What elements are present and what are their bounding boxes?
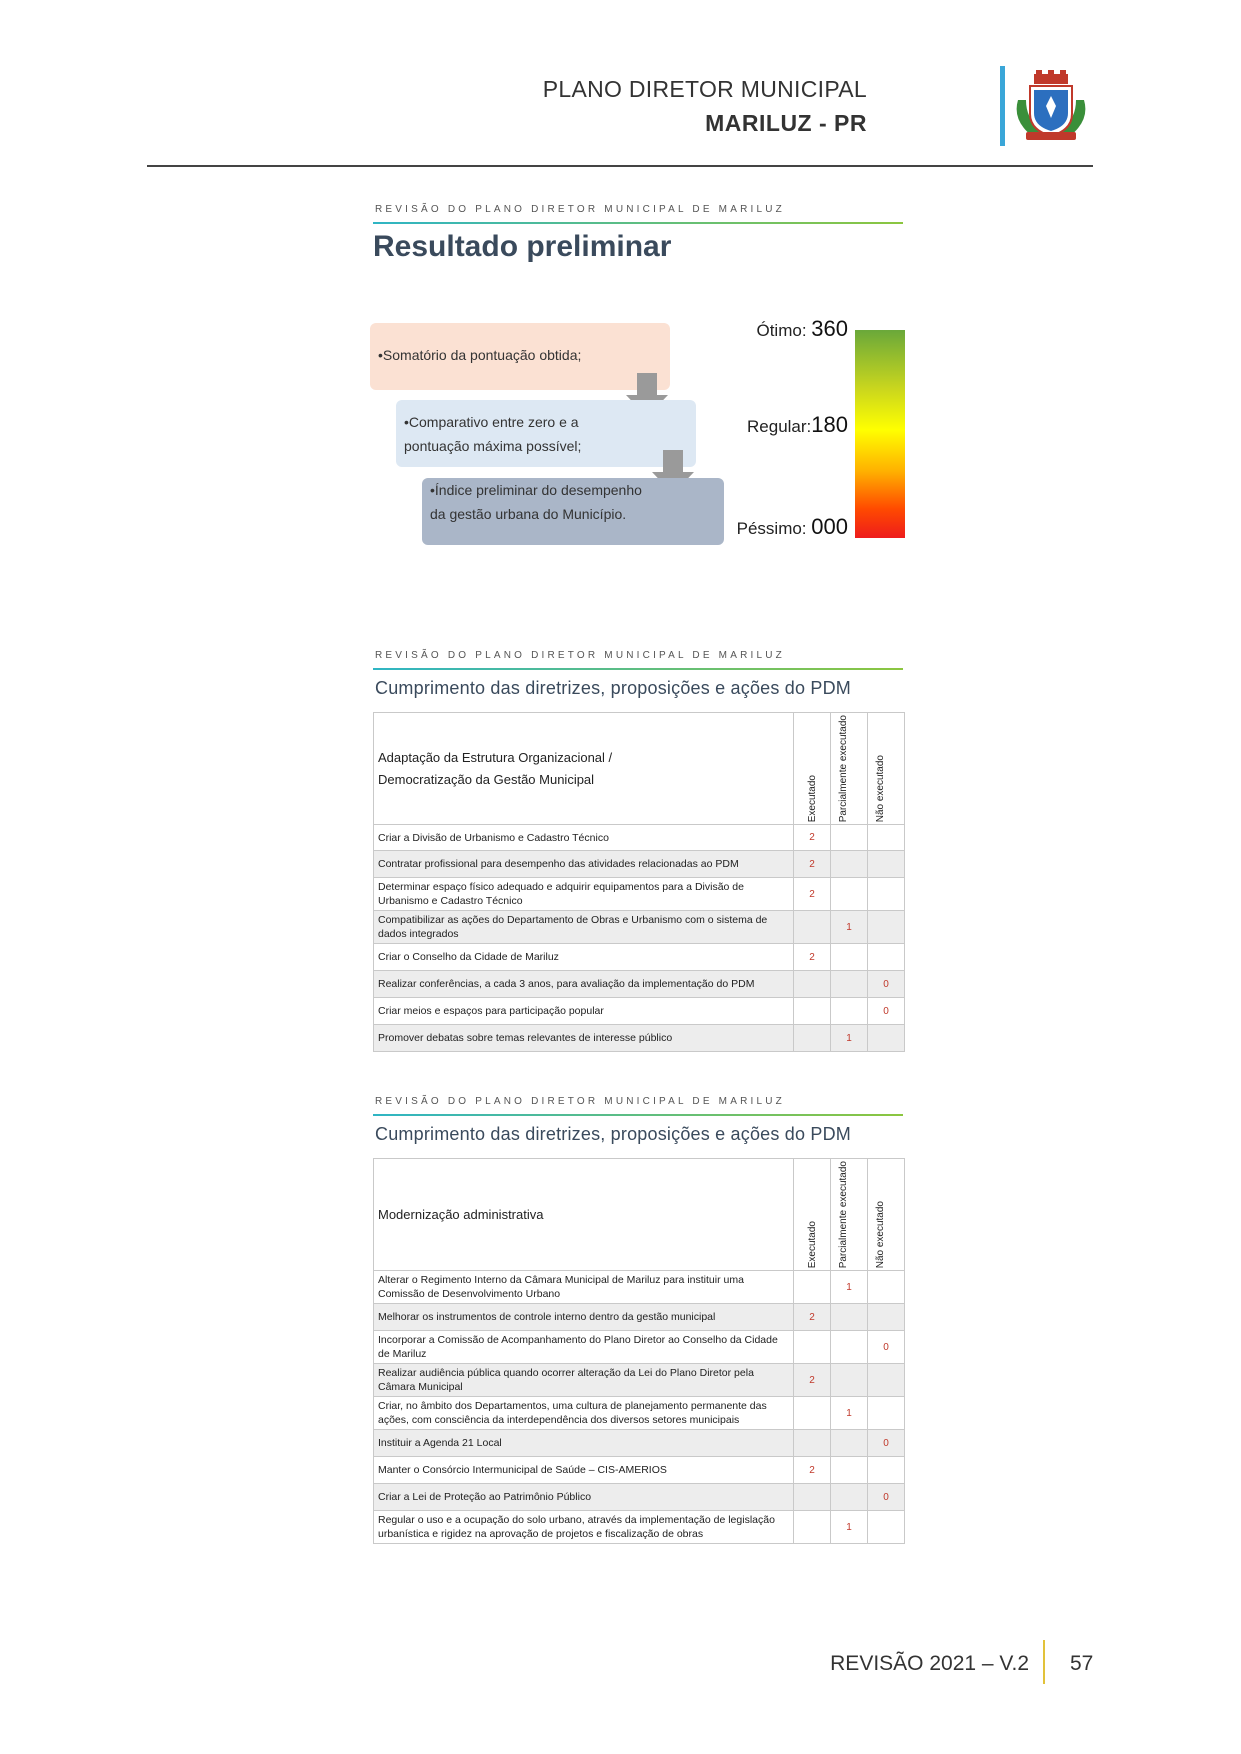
page-number: 57 [1070, 1652, 1094, 1675]
row-score-cell [831, 971, 868, 998]
scale-label-regular: Regular:180 [747, 412, 848, 437]
row-action-text: Promover debatas sobre temas relevantes de interesse público [374, 1025, 794, 1052]
row-score-cell [794, 1511, 831, 1544]
header-divider [147, 165, 1093, 167]
row-score-cell [794, 971, 831, 998]
table-row [374, 1397, 905, 1430]
table-row [374, 1304, 905, 1331]
slide1-rule [373, 222, 903, 224]
table-row [374, 1484, 905, 1511]
scale-label-otimo: Ótimo: 360 [756, 316, 848, 341]
table-row [374, 1364, 905, 1397]
row-score-cell [831, 944, 868, 971]
table-topic: Adaptação da Estrutura Organizacional / Democratização da Gestão Municipal [374, 713, 794, 825]
row-action-text: Realizar audiência pública quando ocorrer alteração da Lei do Plano Diretor pela Câmara Municipal [374, 1364, 794, 1397]
table-row [374, 1511, 905, 1544]
row-score-cell [868, 1364, 905, 1397]
column-header-executado: Executado [794, 713, 831, 825]
row-score-cell: 2 [794, 825, 831, 851]
row-action-text: Incorporar a Comissão de Acompanhamento do Plano Diretor ao Conselho da Cidade de Mariluz [374, 1331, 794, 1364]
row-score-cell [794, 1430, 831, 1457]
scale-label-pessimo: Péssimo: 000 [736, 514, 848, 539]
row-score-cell [868, 878, 905, 911]
pdm-table-organizacional [373, 712, 905, 1052]
footer-divider [1043, 1640, 1045, 1684]
slide3-rule [373, 1114, 903, 1116]
row-score-cell [868, 825, 905, 851]
row-score-cell [831, 878, 868, 911]
row-score-cell: 2 [794, 851, 831, 878]
row-score-cell: 0 [868, 998, 905, 1025]
row-score-cell [794, 998, 831, 1025]
header-accent-bar [1000, 66, 1005, 146]
row-score-cell [794, 1331, 831, 1364]
row-score-cell: 2 [794, 1457, 831, 1484]
document-title: PLANO DIRETOR MUNICIPAL [542, 76, 867, 102]
row-score-cell [868, 944, 905, 971]
row-score-cell: 2 [794, 1304, 831, 1331]
row-action-text: Criar a Lei de Proteção ao Patrimônio Público [374, 1484, 794, 1511]
row-score-cell: 0 [868, 1430, 905, 1457]
row-action-text: Realizar conferências, a cada 3 anos, para avaliação da implementação do PDM [374, 971, 794, 998]
column-header-executado: Executado [794, 1159, 831, 1271]
column-header-nao-executado: Não executado [868, 1159, 905, 1271]
slide1-kicker: REVISÃO DO PLANO DIRETOR MUNICIPAL DE MARILUZ [375, 204, 785, 215]
slide3-title: Cumprimento das diretrizes, proposições e ações do PDM [375, 1124, 852, 1144]
row-score-cell [831, 1304, 868, 1331]
row-score-cell: 1 [831, 1271, 868, 1304]
table-topic: Modernização administrativa [374, 1159, 794, 1271]
municipal-crest-icon [1012, 70, 1090, 144]
table-row [374, 944, 905, 971]
row-action-text: Manter o Consórcio Intermunicipal de Saúde – CIS-AMERIOS [374, 1457, 794, 1484]
process-step-3: •Índice preliminar do desempenho da gestão urbana do Município. [422, 478, 724, 545]
row-score-cell [831, 1430, 868, 1457]
row-score-cell [831, 1484, 868, 1511]
row-action-text: Compatibilizar as ações do Departamento de Obras e Urbanismo com o sistema de dados integrados [374, 911, 794, 944]
row-score-cell [868, 1397, 905, 1430]
row-score-cell: 2 [794, 1364, 831, 1397]
column-header-nao-executado: Não executado [868, 713, 905, 825]
row-score-cell [831, 1364, 868, 1397]
table-row [374, 1331, 905, 1364]
row-action-text: Alterar o Regimento Interno da Câmara Municipal de Mariluz para instituir uma Comissão de Desenvolvimento Urbano [374, 1271, 794, 1304]
row-score-cell: 0 [868, 1484, 905, 1511]
footer-revision: REVISÃO 2021 – V.2 [830, 1652, 1029, 1675]
row-score-cell [831, 851, 868, 878]
row-score-cell: 1 [831, 1511, 868, 1544]
table-row [374, 825, 905, 851]
table-row [374, 851, 905, 878]
row-score-cell [868, 1271, 905, 1304]
row-score-cell [831, 1331, 868, 1364]
row-score-cell [831, 998, 868, 1025]
table-row [374, 971, 905, 998]
process-step-1: •Somatório da pontuação obtida; [370, 323, 670, 390]
row-action-text: Determinar espaço físico adequado e adquirir equipamentos para a Divisão de Urbanismo e Cadastro Técnico [374, 878, 794, 911]
row-score-cell [868, 1025, 905, 1052]
row-score-cell: 0 [868, 1331, 905, 1364]
row-score-cell [868, 851, 905, 878]
row-score-cell [794, 1271, 831, 1304]
row-score-cell [831, 1457, 868, 1484]
row-score-cell [868, 1457, 905, 1484]
table-row [374, 1271, 905, 1304]
row-action-text: Melhorar os instrumentos de controle interno dentro da gestão municipal [374, 1304, 794, 1331]
row-score-cell: 1 [831, 1397, 868, 1430]
row-score-cell [868, 1304, 905, 1331]
pdm-table-modernizacao [373, 1158, 905, 1544]
table-row [374, 1025, 905, 1052]
document-subtitle: MARILUZ - PR [705, 110, 867, 136]
row-score-cell [794, 1397, 831, 1430]
row-score-cell: 1 [831, 911, 868, 944]
table-row [374, 878, 905, 911]
column-header-parcialmente: Parcialmente executado [831, 713, 868, 825]
row-score-cell: 1 [831, 1025, 868, 1052]
row-action-text: Criar o Conselho da Cidade de Mariluz [374, 944, 794, 971]
row-score-cell: 2 [794, 944, 831, 971]
table-row [374, 911, 905, 944]
table-row [374, 1457, 905, 1484]
row-action-text: Instituir a Agenda 21 Local [374, 1430, 794, 1457]
slide3-kicker: REVISÃO DO PLANO DIRETOR MUNICIPAL DE MARILUZ [375, 1096, 785, 1107]
row-score-cell [868, 911, 905, 944]
row-score-cell [794, 1484, 831, 1511]
row-action-text: Criar, no âmbito dos Departamentos, uma cultura de planejamento permanente das ações, com consciência da interdependência dos diversos setores municipais [374, 1397, 794, 1430]
row-score-cell [868, 1511, 905, 1544]
column-header-parcialmente: Parcialmente executado [831, 1159, 868, 1271]
row-action-text: Contratar profissional para desempenho das atividades relacionadas ao PDM [374, 851, 794, 878]
row-score-cell: 2 [794, 878, 831, 911]
row-score-cell [794, 1025, 831, 1052]
slide2-kicker: REVISÃO DO PLANO DIRETOR MUNICIPAL DE MARILUZ [375, 650, 785, 661]
process-step-2: •Comparativo entre zero e a pontuação máxima possível; [396, 400, 696, 467]
row-action-text: Criar a Divisão de Urbanismo e Cadastro Técnico [374, 825, 794, 851]
row-action-text: Criar meios e espaços para participação popular [374, 998, 794, 1025]
row-action-text: Regular o uso e a ocupação do solo urbano, através da implementação de legislação urbanística e rigidez na aprovação de projetos e fiscalização de obras [374, 1511, 794, 1544]
slide2-title: Cumprimento das diretrizes, proposições e ações do PDM [375, 678, 852, 698]
performance-scale-bar [855, 330, 905, 538]
row-score-cell [794, 911, 831, 944]
slide2-rule [373, 668, 903, 670]
slide1-title: Resultado preliminar [373, 230, 672, 263]
row-score-cell [831, 825, 868, 851]
row-score-cell: 0 [868, 971, 905, 998]
table-row [374, 1430, 905, 1457]
table-row [374, 998, 905, 1025]
